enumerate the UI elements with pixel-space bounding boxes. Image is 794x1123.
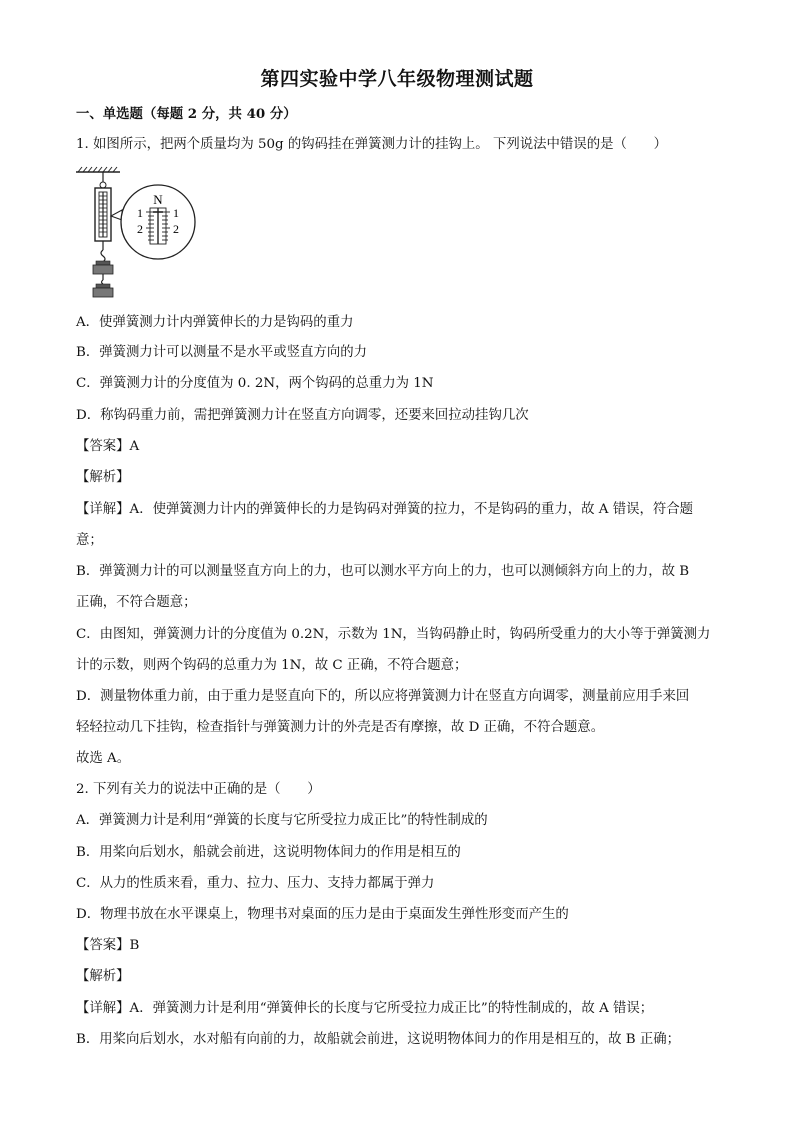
scale-left-2: 2 [137,222,143,236]
q1-detail-line: 计的示数，则两个钩码的总重力为 1N，故 C 正确，不符合题意； [76,658,468,673]
q1-detail-line: 【详解】A．使弹簧测力计内的弹簧伸长的力是钩码对弹簧的拉力，不是钩码的重力，故 A 错误，符合题 [76,502,694,517]
spring-scale-figure [74,164,214,304]
q1-option-d: D．称钩码重力前，需把弹簧测力计在竖直方向调零，还要来回拉动挂钩几次 [76,408,529,423]
q2-detail-line: B．用桨向后划水，水对船有向前的力，故船就会前进，这说明物体间力的作用是相互的，故 B 正确； [76,1032,680,1047]
q1-conclusion: 故选 A。 [76,751,131,766]
q1-detail-line: 轻轻拉动几下挂钩，检查指针与弹簧测力计的外壳是否有摩擦，故 D 正确，不符合题意。 [76,720,605,735]
q1-option-b: B．弹簧测力计可以测量不是水平或竖直方向的力 [76,345,368,360]
q2-option-a: A．弹簧测力计是利用“弹簧的长度与它所受拉力成正比”的特性制成的 [76,813,488,828]
unit-label-n: N [153,192,163,207]
q2-option-b: B．用桨向后划水，船就会前进，这说明物体间力的作用是相互的 [76,845,461,860]
page-title: 第四实验中学八年级物理测试题 [260,68,534,90]
q1-option-c: C．弹簧测力计的分度值为 0. 2N，两个钩码的总重力为 1N [76,376,434,391]
scale-right-1: 1 [173,206,179,220]
q1-option-a: A．使弹簧测力计内弹簧伸长的力是钩码的重力 [76,315,354,330]
q1-detail-line: C．由图知，弹簧测力计的分度值为 0.2N，示数为 1N，当钩码静止时，钩码所受重力的大小等于弹簧测力 [76,627,711,642]
q1-answer: 【答案】A [76,439,140,454]
section-heading: 一、单选题（每题 2 分，共 40 分） [76,106,297,122]
spring-scale-diagram [74,164,214,304]
q1-analysis-label: 【解析】 [76,470,130,485]
q2-detail-line: 【详解】A．弹簧测力计是利用“弹簧伸长的长度与它所受拉力成正比”的特性制成的，故 A 错误； [76,1001,654,1016]
question-1-stem: 1. 如图所示，把两个质量均为 50g 的钩码挂在弹簧测力计的挂钩上。 下列说法中错误的是（ ） [76,137,668,152]
question-2-stem: 2. 下列有关力的说法中正确的是（ ） [76,782,321,797]
q2-analysis-label: 【解析】 [76,969,130,984]
q1-detail-line: 正确，不符合题意； [76,595,197,610]
scale-left-1: 1 [137,206,143,220]
q2-option-c: C．从力的性质来看，重力、拉力、压力、支持力都属于弹力 [76,876,435,891]
q1-detail-line: 意； [76,533,103,548]
q1-detail-line: B．弹簧测力计的可以测量竖直方向上的力，也可以测水平方向上的力，也可以测倾斜方向上的力，故 B [76,564,690,579]
q2-answer: 【答案】B [76,938,140,953]
scale-right-2: 2 [173,222,179,236]
q1-detail-line: D．测量物体重力前，由于重力是竖直向下的，所以应将弹簧测力计在竖直方向调零，测量前应用手来回 [76,689,690,704]
q2-option-d: D．物理书放在水平课桌上，物理书对桌面的压力是由于桌面发生弹性形变而产生的 [76,907,569,922]
